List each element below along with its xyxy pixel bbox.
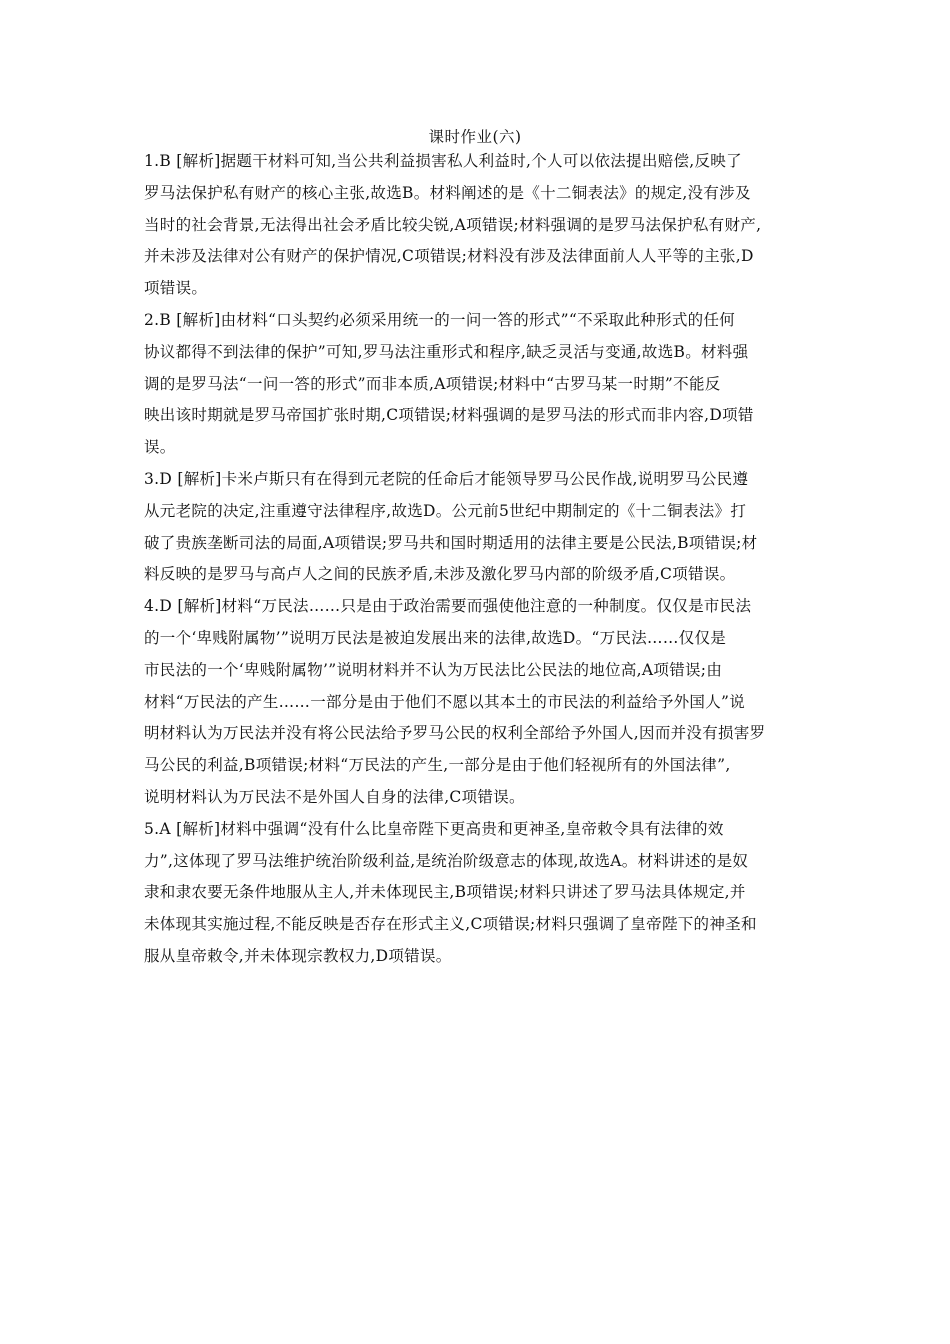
- answer-line: 调的是罗马法“一问一答的形式”而非本质,A项错误;材料中“古罗马某一时期”不能反: [144, 374, 721, 393]
- answer-line: 映出该时期就是罗马帝国扩张时期,C项错误;材料强调的是罗马法的形式而非内容,D项错: [144, 406, 754, 425]
- answer-line: 破了贵族垄断司法的局面,A项错误;罗马共和国时期适用的法律主要是公民法,B项错误;材: [144, 533, 758, 552]
- answer-item: [144, 468, 810, 595]
- answer-item: [144, 818, 810, 977]
- answer-line: 2.B [解析]由材料“口头契约必须采用统一的一问一答的形式”“不采取此种形式的任何: [144, 310, 736, 329]
- answer-line: 从元老院的决定,注重遵守法律程序,故选D。公元前5世纪中期制定的《十二铜表法》打: [144, 501, 747, 520]
- answer-line: 隶和隶农要无条件地服从主人,并未体现民主,B项错误;材料只讲述了罗马法具体规定,并: [144, 883, 746, 902]
- answer-line: 4.D [解析]材料“万民法……只是由于政治需要而强使他注意的一种制度。仅仅是市民法: [144, 597, 752, 616]
- answer-line: 未体现其实施过程,不能反映是否存在形式主义,C项错误;材料只强调了皇帝陛下的神圣和: [144, 915, 757, 934]
- answer-line: 当时的社会背景,无法得出社会矛盾比较尖锐,A项错误;材料强调的是罗马法保护私有财产,: [144, 215, 762, 234]
- answer-line: 明材料认为万民法并没有将公民法给予罗马公民的权利全部给予外国人,因而并没有损害罗: [144, 724, 766, 743]
- answer-line: 市民法的一个‘卑贱附属物’”说明材料并不认为万民法比公民法的地位高,A项错误;由: [144, 660, 723, 679]
- answer-item: [144, 309, 810, 468]
- answer-line: 并未涉及法律对公有财产的保护情况,C项错误;材料没有涉及法律面前人人平等的主张,D: [144, 247, 754, 266]
- answer-line: 材料“万民法的产生……一部分是由于他们不愿以其本土的市民法的利益给予外国人”说: [144, 692, 746, 711]
- answer-line: 项错误。: [144, 279, 208, 298]
- answer-line: 协议都得不到法律的保护”可知,罗马法注重形式和程序,缺乏灵活与变通,故选B。材料强: [144, 342, 749, 361]
- page-title: 课时作业(六): [428, 128, 522, 146]
- answer-line: 罗马法保护私有财产的核心主张,故选B。材料阐述的是《十二铜表法》的规定,没有涉及: [144, 183, 751, 202]
- answer-line: 马公民的利益,B项错误;材料“万民法的产生,一部分是由于他们轻视所有的外国法律”,: [144, 756, 731, 775]
- answer-line: 服从皇帝敕令,并未体现宗教权力,D项错误。: [144, 946, 452, 965]
- answer-line: 1.B [解析]据题干材料可知,当公共利益损害私人利益时,个人可以依法提出赔偿,反映了: [144, 152, 742, 170]
- answer-line: 3.D [解析]卡米卢斯只有在得到元老院的任命后才能领导罗马公民作战,说明罗马公民遵: [144, 469, 749, 488]
- answer-item: [144, 150, 810, 309]
- answer-item: [144, 595, 810, 818]
- answer-list: [144, 150, 810, 977]
- answer-line: 的一个‘卑贱附属物’”说明万民法是被迫发展出来的法律,故选D。“万民法……仅仅是: [144, 628, 727, 647]
- answer-line: 力”,这体现了罗马法维护统治阶级利益,是统治阶级意志的体现,故选A。材料讲述的是奴: [144, 851, 749, 870]
- answer-line: 说明材料认为万民法不是外国人自身的法律,C项错误。: [144, 787, 525, 806]
- answer-line: 5.A [解析]材料中强调“没有什么比皇帝陛下更高贵和更神圣,皇帝敕令具有法律的效: [144, 819, 724, 838]
- answer-line: 误。: [144, 438, 176, 457]
- answer-line: 料反映的是罗马与高卢人之间的民族矛盾,未涉及激化罗马内部的阶级矛盾,C项错误。: [144, 565, 736, 584]
